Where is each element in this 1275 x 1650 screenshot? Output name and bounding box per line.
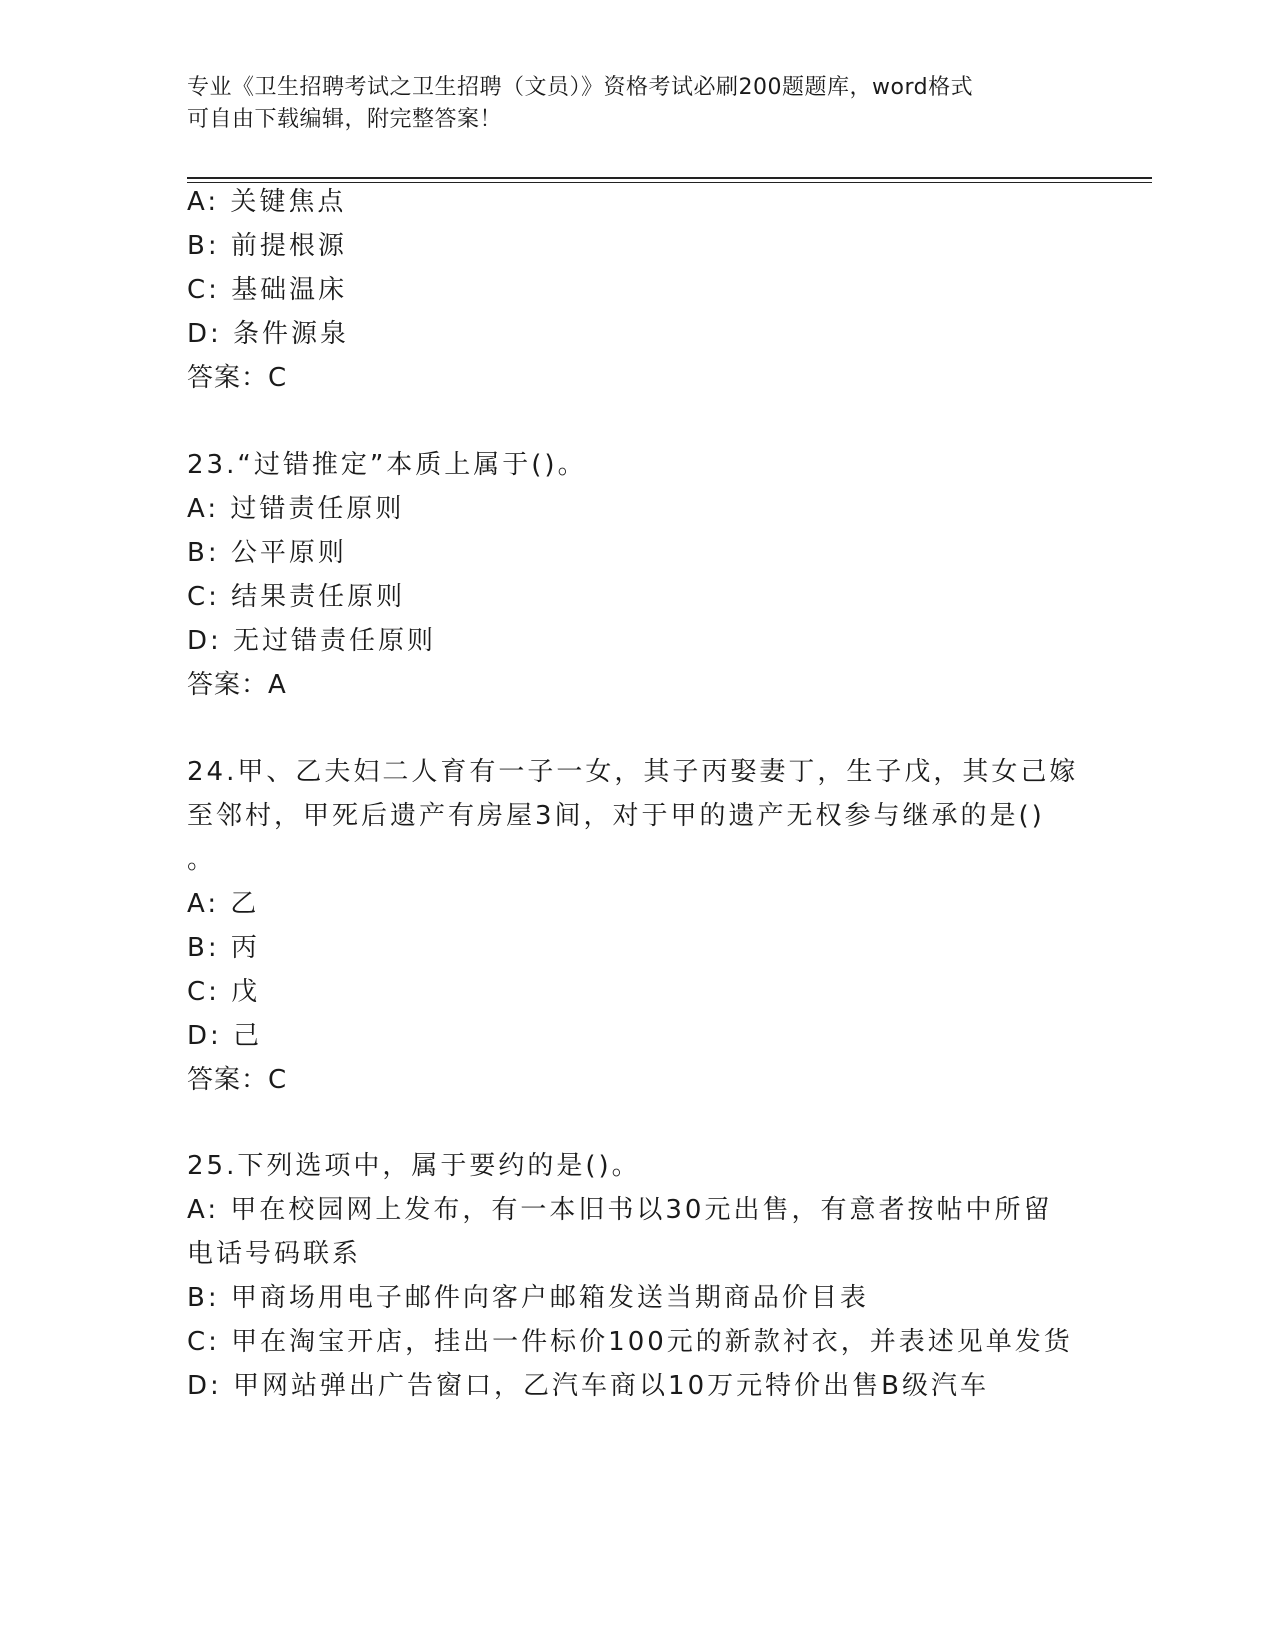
q22-option-b: B: 前提根源 bbox=[187, 231, 347, 261]
q24-option-b: B: 丙 bbox=[187, 933, 260, 963]
q23-option-a: A: 过错责任原则 bbox=[187, 494, 405, 524]
q25-option-a: A: 甲在校园网上发布，有一本旧书以30元出售，有意者按帖中所留 bbox=[187, 1195, 1053, 1225]
header-rule-thick bbox=[187, 177, 1152, 179]
q25-option-d: D: 甲网站弹出广告窗口，乙汽车商以10万元特价出售B级汽车 bbox=[187, 1371, 989, 1401]
q24-question-line-3: 。 bbox=[187, 845, 217, 875]
q22-answer: 答案：C bbox=[187, 363, 288, 393]
q23-question: 23.“过错推定”本质上属于()。 bbox=[187, 450, 587, 480]
q25-option-b: B: 甲商场用电子邮件向客户邮箱发送当期商品价目表 bbox=[187, 1283, 869, 1313]
q23-option-b: B: 公平原则 bbox=[187, 538, 347, 568]
q24-option-a: A: 乙 bbox=[187, 889, 260, 919]
header-rule-thin bbox=[187, 182, 1152, 183]
q25-option-a-continued: 电话号码联系 bbox=[187, 1239, 362, 1269]
document-header bbox=[187, 72, 1067, 136]
q23-option-d: D: 无过错责任原则 bbox=[187, 626, 437, 656]
q23-option-c: C: 结果责任原则 bbox=[187, 582, 406, 612]
q25-option-c: C: 甲在淘宝开店，挂出一件标价100元的新款衬衣，并表述见单发货 bbox=[187, 1327, 1073, 1357]
q24-answer: 答案：C bbox=[187, 1065, 288, 1095]
q24-question-line-1: 24.甲、乙夫妇二人育有一子一女，其子丙娶妻丁，生子戊，其女己嫁 bbox=[187, 757, 1079, 787]
q22-option-c: C: 基础温床 bbox=[187, 275, 348, 305]
q23-answer: 答案：A bbox=[187, 670, 287, 700]
q22-option-d: D: 条件源泉 bbox=[187, 319, 350, 349]
q24-option-d: D: 己 bbox=[187, 1021, 263, 1051]
q22-option-a: A: 关键焦点 bbox=[187, 187, 347, 217]
header-line-2: 可自由下载编辑，附完整答案！ bbox=[187, 107, 503, 132]
q24-question-line-2: 至邻村，甲死后遗产有房屋3间，对于甲的遗产无权参与继承的是() bbox=[187, 801, 1045, 831]
header-line-1: 专业《卫生招聘考试之卫生招聘（文员）》资格考试必刷200题题库，word格式 bbox=[187, 75, 974, 100]
q24-option-c: C: 戊 bbox=[187, 977, 261, 1007]
q25-question: 25.下列选项中，属于要约的是()。 bbox=[187, 1151, 641, 1181]
